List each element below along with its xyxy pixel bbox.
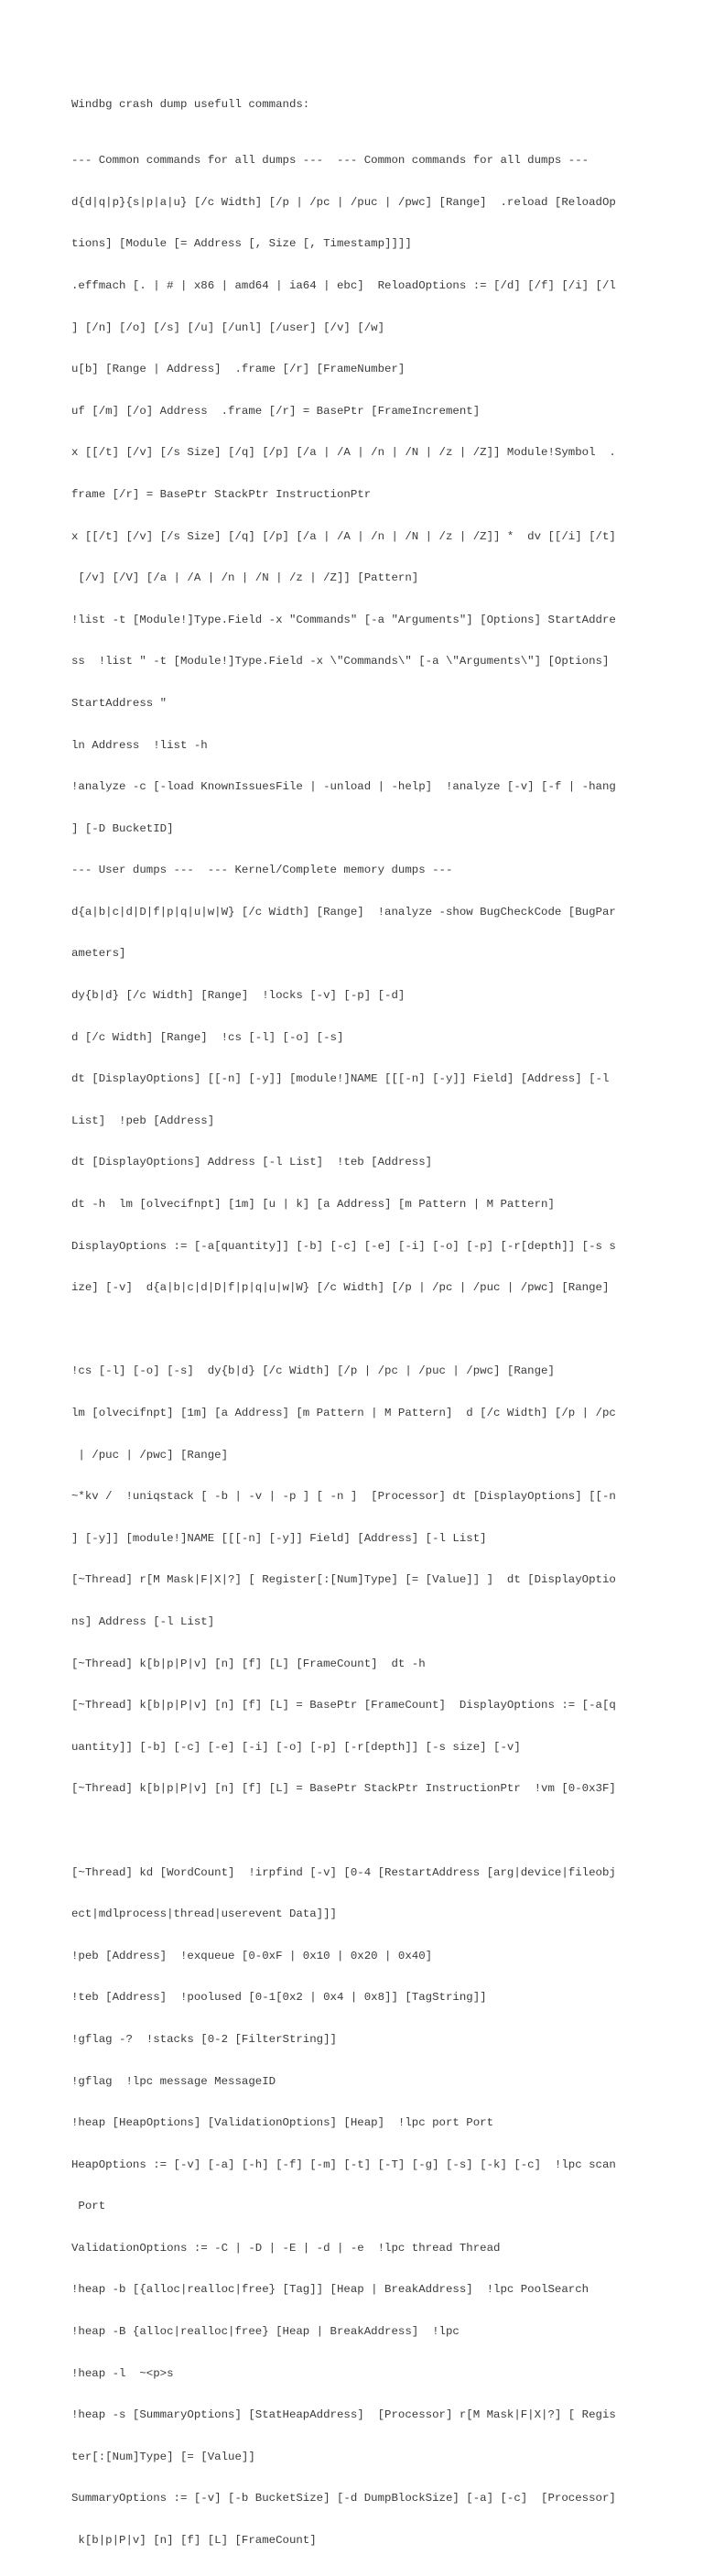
document-line: ln Address !list -h xyxy=(71,738,208,752)
document-line: ] [-D BucketID] xyxy=(71,821,174,835)
document-line: [~Thread] r[M Mask|F|X|?] [ Register[:[Num]Type] [= [Value]] ] dt [DisplayOptio xyxy=(71,1573,616,1587)
document-line: ns] Address [-l List] xyxy=(71,1614,215,1628)
document-line: SummaryOptions := [-v] [-b BucketSize] [-d DumpBlockSize] [-a] [-c] [Processor] xyxy=(71,2492,616,2505)
document-line: uantity]] [-b] [-c] [-e] [-i] [-o] [-p] [-r[depth]] [-s size] [-v] xyxy=(71,1740,521,1754)
document-line: !gflag !lpc message MessageID xyxy=(71,2074,276,2088)
document-line: ize] [-v] d{a|b|c|d|D|f|p|q|u|w|W} [/c Width] [/p | /pc | /puc | /pwc] [Range] xyxy=(71,1281,610,1295)
document-line xyxy=(71,1824,639,1838)
document-line: | /puc | /pwc] [Range] xyxy=(71,1448,229,1462)
document-line: tions] [Module [= Address [, Size [, Timestamp]]]] xyxy=(71,237,412,251)
document-line: List] !peb [Address] xyxy=(71,1114,215,1127)
document-line: lm [olvecifnpt] [1m] [a Address] [m Pattern | M Pattern] d [/c Width] [/p | /pc xyxy=(71,1407,616,1419)
document-line: !heap [HeapOptions] [ValidationOptions] [Heap] !lpc port Port xyxy=(71,2116,494,2130)
document-line: dt [DisplayOptions] [[-n] [-y]] [module!]NAME [[[-n] [-y]] Field] [Address] [-l xyxy=(71,1072,610,1086)
document-line: frame [/r] = BasePtr StackPtr InstructionPtr xyxy=(71,487,372,501)
document-line: ss !list " -t [Module!]Type.Field -x \"Commands\" [-a \"Arguments\"] [Options] xyxy=(71,655,610,668)
document-title: Windbg crash dump usefull commands: xyxy=(71,98,310,112)
document-line: !peb [Address] !exqueue [0-0xF | 0x10 | 0x20 | 0x40] xyxy=(71,1949,433,1962)
document-line: dt -h lm [olvecifnpt] [1m] [u | k] [a Address] [m Pattern | M Pattern] xyxy=(71,1198,555,1212)
document-line: dy{b|d} [/c Width] [Range] !locks [-v] [-p] [-d] xyxy=(71,989,406,1003)
document-line: !heap -b [{alloc|realloc|free} [Tag]] [Heap | BreakAddress] !lpc PoolSearch xyxy=(71,2283,589,2297)
document-line: d{a|b|c|d|D|f|p|q|u|w|W} [/c Width] [Range] !analyze -show BugCheckCode [BugPar xyxy=(71,905,616,918)
document-line: --- Common commands for all dumps --- --- Common commands for all dumps --- xyxy=(71,154,589,168)
document-body xyxy=(71,71,639,2576)
document-line: !analyze -c [-load KnownIssuesFile | -unload | -help] !analyze [-v] [-f | -hang xyxy=(71,780,616,794)
document-line: ~*kv / !uniqstack [ -b | -v | -p ] [ -n ] [Processor] dt [DisplayOptions] [[-n xyxy=(71,1490,616,1504)
document-line: ect|mdlprocess|thread|userevent Data]]] xyxy=(71,1908,337,1921)
document-line: ter[:[Num]Type] [= [Value]] xyxy=(71,2450,255,2463)
document-line: [~Thread] kd [WordCount] !irpfind [-v] [0-4 [RestartAddress [arg|device|fileobj xyxy=(71,1865,616,1879)
document-line: x [[/t] [/v] [/s Size] [/q] [/p] [/a | /A | /n | /N | /z | /Z]] * dv [[/i] [/t] xyxy=(71,529,616,543)
document-line: ] [-y]] [module!]NAME [[[-n] [-y]] Field] [Address] [-l List] xyxy=(71,1531,487,1545)
document-line: ] [/n] [/o] [/s] [/u] [/unl] [/user] [/v] [/w] xyxy=(71,321,385,334)
document-line: [/v] [/V] [/a | /A | /n | /N | /z | /Z]] [Pattern] xyxy=(71,571,419,585)
document-line: d [/c Width] [Range] !cs [-l] [-o] [-s] xyxy=(71,1030,344,1044)
document-line: !cs [-l] [-o] [-s] dy{b|d} [/c Width] [/p | /pc | /puc | /pwc] [Range] xyxy=(71,1364,555,1378)
document-line: !gflag -? !stacks [0-2 [FilterString]] xyxy=(71,2032,337,2046)
document-line: u[b] [Range | Address] .frame [/r] [FrameNumber] xyxy=(71,363,406,376)
document-line: k[b|p|P|v] [n] [f] [L] [FrameCount] xyxy=(71,2534,317,2548)
document-line: .effmach [. | # | x86 | amd64 | ia64 | ebc] ReloadOptions := [/d] [/f] [/i] [/l xyxy=(71,278,616,292)
document-line: Port xyxy=(71,2200,106,2213)
document-line: --- User dumps --- --- Kernel/Complete memory dumps --- xyxy=(71,864,453,877)
document-line: !heap -s [SummaryOptions] [StatHeapAddress] [Processor] r[M Mask|F|X|?] [ Regis xyxy=(71,2408,616,2422)
document-line: HeapOptions := [-v] [-a] [-h] [-f] [-m] [-t] [-T] [-g] [-s] [-k] [-c] !lpc scan xyxy=(71,2158,616,2171)
document-line: ameters] xyxy=(71,947,126,961)
document-line: [~Thread] k[b|p|P|v] [n] [f] [L] [FrameCount] dt -h xyxy=(71,1657,426,1670)
document-line: ValidationOptions := -C | -D | -E | -d | -e !lpc thread Thread xyxy=(71,2241,501,2255)
document-line: !list -t [Module!]Type.Field -x "Commands" [-a "Arguments"] [Options] StartAddre xyxy=(71,613,616,626)
document-line: !heap -B {alloc|realloc|free} [Heap | BreakAddress] !lpc xyxy=(71,2325,460,2339)
document-line: !heap -l ~<p>s xyxy=(71,2366,174,2380)
document-line: StartAddress " xyxy=(71,696,168,710)
document-line: x [[/t] [/v] [/s Size] [/q] [/p] [/a | /A | /n | /N | /z | /Z]] Module!Symbol . xyxy=(71,446,616,460)
document-line: dt [DisplayOptions] Address [-l List] !teb [Address] xyxy=(71,1156,433,1169)
document-line xyxy=(71,1323,639,1337)
document-line: uf [/m] [/o] Address .frame [/r] = BasePtr [FrameIncrement] xyxy=(71,404,481,418)
document-line: [~Thread] k[b|p|P|v] [n] [f] [L] = BasePtr StackPtr InstructionPtr !vm [0-0x3F] xyxy=(71,1782,616,1796)
document-line: !teb [Address] !poolused [0-1[0x2 | 0x4 | 0x8]] [TagString]] xyxy=(71,1991,487,2005)
document-line: d{d|q|p}{s|p|a|u} [/c Width] [/p | /pc | /puc | /pwc] [Range] .reload [ReloadOp xyxy=(71,195,616,209)
document-line: [~Thread] k[b|p|P|v] [n] [f] [L] = BasePtr [FrameCount] DisplayOptions := [-a[q xyxy=(71,1699,616,1712)
document-line: DisplayOptions := [-a[quantity]] [-b] [-c] [-e] [-i] [-o] [-p] [-r[depth]] [-s s xyxy=(71,1239,616,1253)
